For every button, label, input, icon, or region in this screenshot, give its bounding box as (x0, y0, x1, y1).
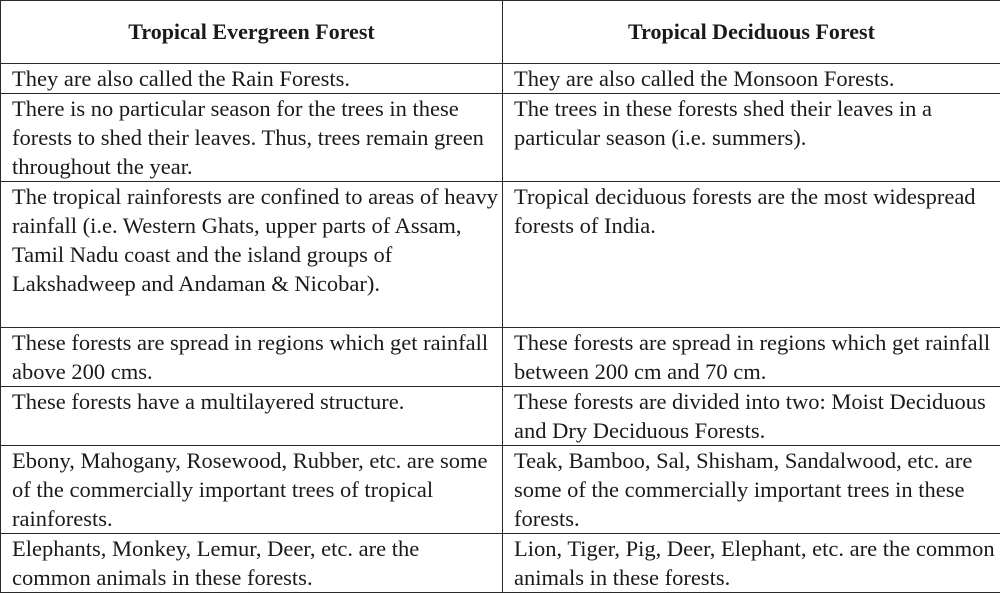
table-row (1, 94, 1000, 182)
evergreen-cell: The tropical rainforests are confined to areas of heavy rainfall (i.e. Western Ghats, upper parts of Assam, Tamil Nadu coast and the island groups of Lakshadweep and Andaman & Nicobar). (1, 182, 503, 328)
evergreen-cell: These forests have a multilayered structure. (1, 387, 503, 446)
table-row (1, 328, 1000, 387)
deciduous-cell: Teak, Bamboo, Sal, Shisham, Sandalwood, etc. are some of the commercially important trees in these forests. (503, 446, 1000, 534)
deciduous-cell: These forests are divided into two: Moist Deciduous and Dry Deciduous Forests. (503, 387, 1000, 446)
deciduous-cell: They are also called the Monsoon Forests. (503, 64, 1000, 94)
table-row (1, 387, 1000, 446)
deciduous-cell: These forests are spread in regions which get rainfall between 200 cm and 70 cm. (503, 328, 1000, 387)
header-tropical-deciduous: Tropical Deciduous Forest (503, 1, 1000, 64)
evergreen-cell: These forests are spread in regions which get rainfall above 200 cms. (1, 328, 503, 387)
table-row (1, 64, 1000, 94)
table-row (1, 182, 1000, 328)
evergreen-cell: Ebony, Mahogany, Rosewood, Rubber, etc. are some of the commercially important trees of tropical rainforests. (1, 446, 503, 534)
table-header (1, 1, 1000, 64)
evergreen-cell: They are also called the Rain Forests. (1, 64, 503, 94)
table-row (1, 446, 1000, 534)
deciduous-cell: Lion, Tiger, Pig, Deer, Elephant, etc. are the common animals in these forests. (503, 534, 1000, 593)
table-body (1, 64, 1000, 593)
evergreen-cell: Elephants, Monkey, Lemur, Deer, etc. are the common animals in these forests. (1, 534, 503, 593)
header-tropical-evergreen: Tropical Evergreen Forest (1, 1, 503, 64)
evergreen-cell: There is no particular season for the trees in these forests to shed their leaves. Thus, trees remain green throughout the year. (1, 94, 503, 182)
deciduous-cell: The trees in these forests shed their leaves in a particular season (i.e. summers). (503, 94, 1000, 182)
deciduous-cell: Tropical deciduous forests are the most widespread forests of India. (503, 182, 1000, 328)
table-row (1, 534, 1000, 593)
header-row (1, 1, 1000, 64)
